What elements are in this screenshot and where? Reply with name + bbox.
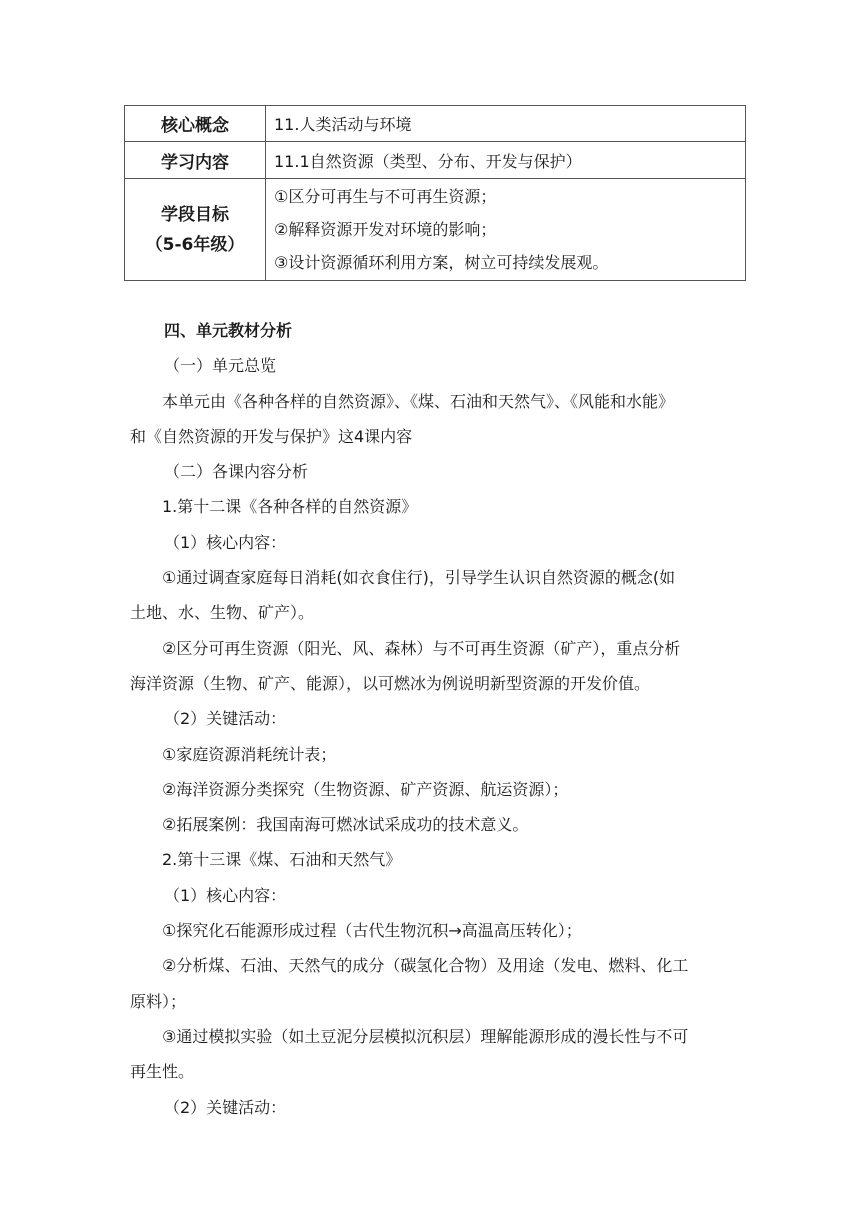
curriculum-info-table — [124, 105, 746, 281]
section-heading: 四、单元教材分析 — [164, 321, 293, 340]
paragraph-line: 再生性。 — [130, 1062, 195, 1082]
paragraph-line: ②区分可再生资源（阳光、风、森林）与不可再生资源（矿产），重点分析 — [162, 638, 681, 658]
paragraph-line: ①家庭资源消耗统计表； — [162, 744, 337, 764]
lesson-13-title: 2.第十三课《煤、石油和天然气》 — [162, 850, 402, 870]
paragraph-line: 原料）； — [130, 991, 187, 1011]
stage-goal-label — [125, 179, 266, 281]
table-row — [125, 106, 746, 142]
goal-item: ②解释资源开发对环境的影响； — [274, 220, 497, 239]
paragraph-line: ①通过调查家庭每日消耗(如衣食住行)，引导学生认识自然资源的概念(如 — [162, 568, 676, 588]
table-row — [125, 142, 746, 179]
learning-content-value: 11.1自然资源（类型、分布、开发与保护） — [266, 142, 746, 179]
paragraph-line: ②海洋资源分类探究（生物资源、矿产资源、航运资源）； — [162, 779, 569, 799]
paragraph-line: ③通过模拟实验（如土豆泥分层模拟沉积层）理解能源形成的漫长性与不可 — [162, 1026, 689, 1046]
learning-content-label: 学习内容 — [125, 142, 266, 179]
paragraph-line: （2）关键活动： — [164, 1097, 287, 1117]
paragraph-line: （1）核心内容： — [164, 532, 287, 552]
stage-goal-value — [266, 179, 746, 281]
paragraph-line: ①探究化石能源形成过程（古代生物沉积→高温高压转化）； — [162, 921, 582, 941]
paragraph-line: 和《自然资源的开发与保护》这4课内容 — [130, 426, 413, 446]
subheading-lesson-analysis: （二）各课内容分析 — [164, 462, 309, 482]
core-concept-label: 核心概念 — [125, 106, 266, 142]
document-body — [130, 313, 746, 1125]
core-concept-value: 11.人类活动与环境 — [266, 106, 746, 142]
subheading-overview: （一）单元总览 — [164, 356, 277, 376]
paragraph-line: ②分析煤、石油、天然气的成分（碳氢化合物）及用途（发电、燃料、化工 — [162, 956, 689, 976]
paragraph-line: 海洋资源（生物、矿产、能源），以可燃冰为例说明新型资源的开发价值。 — [130, 673, 651, 693]
paragraph-line: ②拓展案例：我国南海可燃冰试采成功的技术意义。 — [162, 815, 529, 835]
stage-goal-label-line2: （5-6年级） — [145, 234, 245, 255]
paragraph-line: 本单元由《各种各样的自然资源》、《煤、石油和天然气》、《风能和水能》 — [162, 391, 675, 411]
stage-goal-label-line1: 学段目标 — [161, 204, 229, 225]
goal-item: ①区分可再生与不可再生资源； — [274, 187, 497, 206]
table-row — [125, 179, 746, 281]
paragraph-line: （2）关键活动： — [164, 709, 287, 729]
paragraph-line: （1）核心内容： — [164, 885, 287, 905]
lesson-12-title: 1.第十二课《各种各样的自然资源》 — [162, 497, 418, 517]
paragraph-line: 土地、水、生物、矿产）。 — [130, 603, 315, 623]
goal-item: ③设计资源循环利用方案，树立可持续发展观。 — [274, 253, 609, 272]
